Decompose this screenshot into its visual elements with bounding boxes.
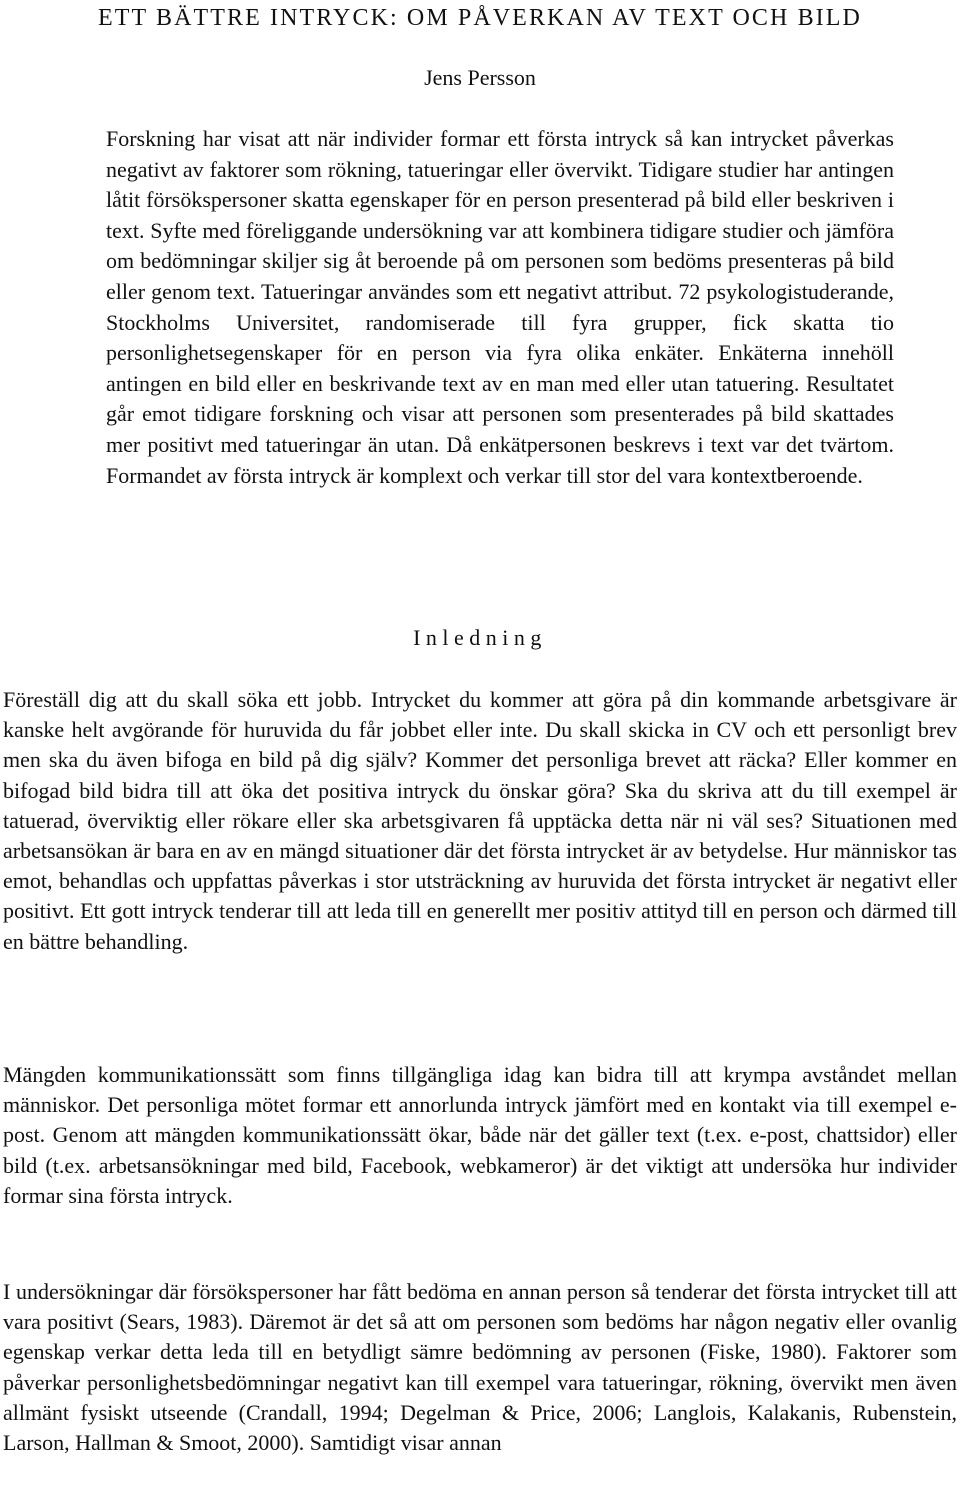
body-paragraph-1: Föreställ dig att du skall söka ett jobb. Intrycket du kommer att göra på din kommande arbetsgivare är kanske helt avgörande för huruvida du får jobbet eller inte. Du skall skicka in CV och ett personligt brev men ska du även bifoga en bild på dig själv? Kommer det personliga brevet att räcka? Eller kommer en bifogad bild bidra till att öka det positiva intryck du önskar göra? Ska du skriva att du till exempel är tatuerad, överviktig eller rökare eller ska arbetsgivaren få upptäcka detta när ni väl ses? Situationen med arbetsansökan är bara en av en mängd situationer där det första intrycket är av betydelse. Hur människor tas emot, behandlas och uppfattas påverkas i stor utsträckning av huruvida det första intrycket är negativt eller positivt. Ett gott intryck tenderar till att leda till en generellt mer positiv attityd till en person och därmed till en bättre behandling. xyxy=(3,687,957,954)
body-paragraph-3: I undersökningar där försökspersoner har fått bedöma en annan person så tenderar det första intrycket till att vara positivt (Sears, 1983). Däremot är det så att om personen som bedöms har någon negativ eller ovanlig egenskap verkar detta leda till en betydligt sämre bedömning av personen (Fiske, 1980). Faktorer som påverkar personlighetsbedömningar negativt kan till exempel vara tatueringar, rökning, övervikt men även allmänt fysiskt utseende (Crandall, 1994; Degelman & Price, 2006; Langlois, Kalakanis, Rubenstein, Larson, Hallman & Smoot, 2000). Samtidigt visar annan xyxy=(3,1279,957,1456)
abstract-paragraph: Forskning har visat att när individer formar ett första intryck så kan intrycket påverkas negativt av faktorer som rökning, tatueringar eller övervikt. Tidigare studier har antingen låtit försökspersoner skatta egenskaper för en person presenterad på bild eller beskriven i text. Syfte med föreliggande undersökning var att kombinera tidigare studier och jämföra om bedömningar skiljer sig åt beroende på om personen som bedöms presenteras på bild eller genom text. Tatueringar användes som ett negativt attribut. 72 psykologistuderande, Stockholms Universitet, randomiserade till fyra grupper, fick skatta tio personlighetsegenskaper för en person via fyra olika enkäter. Enkäterna innehöll antingen en bild eller en beskrivande text av en man med eller utan tatuering. Resultatet går emot tidigare forskning och visar att personen som presenterades på bild skattades mer positivt med tatueringar än utan. Då enkätpersonen beskrevs i text var det tvärtom. Formandet av första intryck är komplext och verkar till stor del vara kontextberoende. xyxy=(106,126,894,488)
body-paragraph-2: Mängden kommunikationssätt som finns tillgängliga idag kan bidra till att krympa avståndet mellan människor. Det personliga mötet formar ett annorlunda intryck jämfört med en kontakt via till exempel e-post. Genom att mängden kommunikationssätt ökar, både när det gäller text (t.ex. e-post, chattsidor) eller bild (t.ex. arbetsansökningar med bild, Facebook, webkameror) är det viktigt att undersöka hur individer formar sina första intryck. xyxy=(3,1062,957,1208)
author-name: Jens Persson xyxy=(424,65,536,90)
paper-title: ETT BÄTTRE INTRYCK: OM PÅVERKAN AV TEXT OCH BILD xyxy=(98,5,862,31)
section-heading: Inledning xyxy=(413,625,547,650)
